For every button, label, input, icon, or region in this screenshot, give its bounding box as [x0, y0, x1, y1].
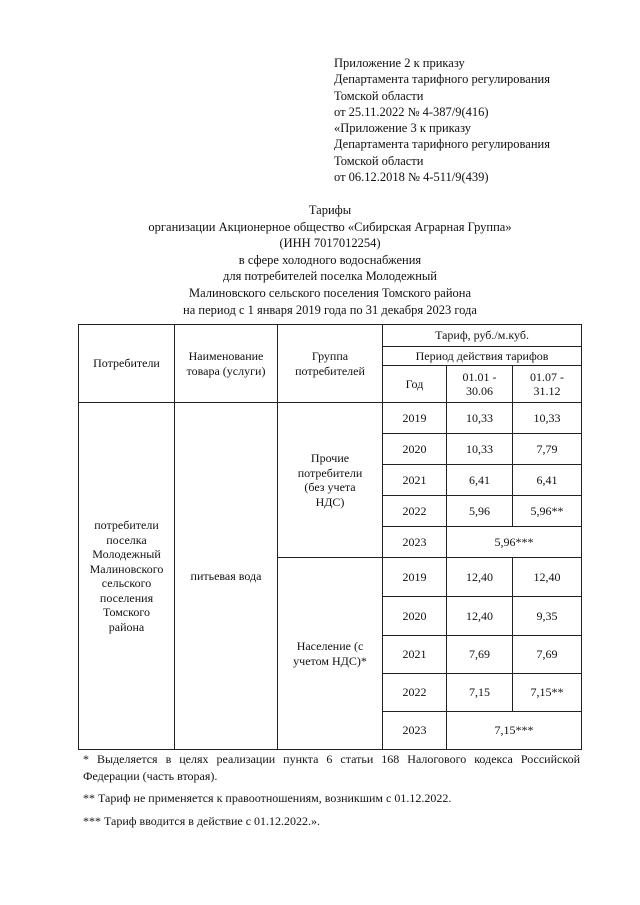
- tariff-second-half: 5,96**: [513, 496, 582, 527]
- annex-block: [334, 55, 550, 185]
- year-cell: 2021: [383, 636, 447, 674]
- annex-line: от 25.11.2022 № 4-387/9(416): [334, 104, 489, 119]
- tariff-first-half: 5,96: [447, 496, 513, 527]
- header-consumers: Потребители: [79, 325, 175, 403]
- year-cell: 2019: [383, 403, 447, 434]
- header-year: Год: [383, 366, 447, 403]
- tariff-first-half: 10,33: [447, 434, 513, 465]
- tariff-first-half: 7,69: [447, 636, 513, 674]
- tariff-second-half: 6,41: [513, 465, 582, 496]
- annex-line: Департамента тарифного регулирования: [334, 72, 550, 87]
- year-cell: 2020: [383, 597, 447, 636]
- footnote: * Выделяется в целях реализации пункта 6 статьи 168 Налогового кодекса Российской Федерации (часть вторая).: [83, 752, 580, 783]
- year-cell: 2020: [383, 434, 447, 465]
- tariff-merged: 7,15***: [447, 712, 582, 750]
- tariff-first-half: 10,33: [447, 403, 513, 434]
- group-other-consumers: Прочие потребители (без учета НДС): [278, 403, 383, 558]
- tariff-first-half: 12,40: [447, 597, 513, 636]
- footnote: ** Тариф не применяется к правоотношениям, возникшим с 01.12.2022.: [83, 791, 452, 805]
- consumer-cell: потребители поселка Молодежный Малиновского сельского поселения Томского района: [79, 403, 175, 750]
- tariff-second-half: 7,15**: [513, 674, 582, 712]
- tariff-second-half: 7,79: [513, 434, 582, 465]
- header-group: Группа потребителей: [278, 325, 383, 403]
- year-cell: 2021: [383, 465, 447, 496]
- title-line: на период с 1 января 2019 года по 31 декабря 2023 года: [183, 302, 477, 317]
- footnotes: [83, 751, 580, 835]
- group-population: Население (с учетом НДС)*: [278, 558, 383, 750]
- product-cell: питьевая вода: [175, 403, 278, 750]
- document-title: [60, 202, 600, 318]
- annex-line: «Приложение 3 к приказу: [334, 121, 472, 136]
- header-first-half: 01.01 - 30.06: [447, 366, 513, 403]
- annex-line: Приложение 2 к приказу: [334, 56, 465, 70]
- tariff-first-half: 12,40: [447, 558, 513, 597]
- header-period: Период действия тарифов: [383, 347, 582, 366]
- tariff-second-half: 10,33: [513, 403, 582, 434]
- tariff-first-half: 7,15: [447, 674, 513, 712]
- annex-line: Томской области: [334, 153, 424, 168]
- title-line: Малиновского сельского поселения Томского района: [188, 285, 472, 300]
- tariff-second-half: 12,40: [513, 558, 582, 597]
- year-cell: 2023: [383, 527, 447, 558]
- annex-line: Департамента тарифного регулирования: [334, 137, 550, 152]
- header-tariff: Тариф, руб./м.куб.: [383, 325, 582, 347]
- tariff-merged: 5,96***: [447, 527, 582, 558]
- title-line: в сфере холодного водоснабжения: [238, 252, 422, 267]
- header-second-half: 01.07 - 31.12: [513, 366, 582, 403]
- header-product: Наименование товара (услуги): [175, 325, 278, 403]
- tariff-second-half: 9,35: [513, 597, 582, 636]
- title-line: (ИНН 7017012254): [279, 236, 381, 251]
- footnote: *** Тариф вводится в действие с 01.12.2022.».: [83, 813, 321, 828]
- year-cell: 2023: [383, 712, 447, 750]
- year-cell: 2022: [383, 496, 447, 527]
- year-cell: 2019: [383, 558, 447, 597]
- title-line: организации Акционерное общество «Сибирская Аграрная Группа»: [148, 219, 512, 234]
- tariff-first-half: 6,41: [447, 465, 513, 496]
- tariff-second-half: 7,69: [513, 636, 582, 674]
- annex-line: от 06.12.2018 № 4-511/9(439): [334, 170, 489, 185]
- tariff-table: [78, 324, 582, 750]
- annex-line: Томской области: [334, 88, 424, 103]
- title-line: для потребителей поселка Молодежный: [223, 269, 437, 284]
- title-line: Тарифы: [308, 203, 352, 217]
- year-cell: 2022: [383, 674, 447, 712]
